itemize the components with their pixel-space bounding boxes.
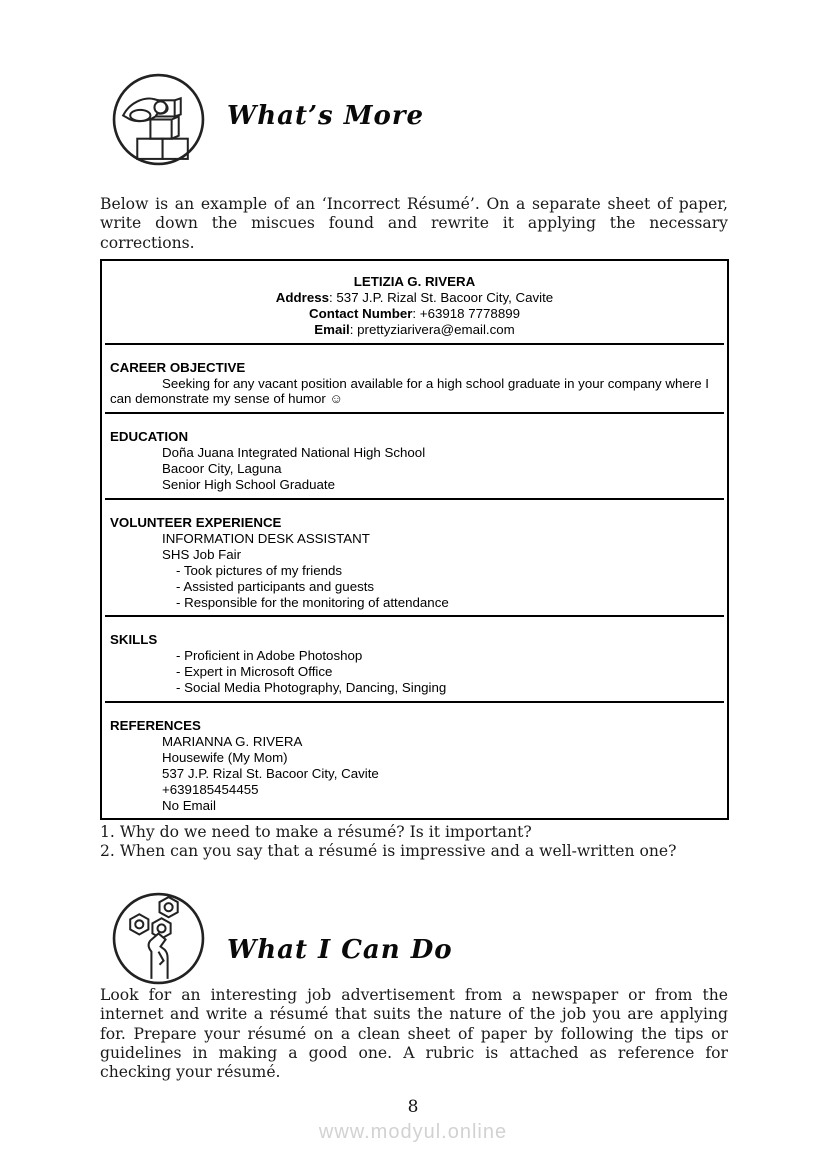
- resume-line: 537 J.P. Rizal St. Bacoor City, Cavite: [162, 765, 379, 781]
- resume-section: [110, 703, 719, 813]
- resume-contact-line: Address: 537 J.P. Rizal St. Bacoor City, Cavite: [275, 289, 554, 305]
- resume-line: INFORMATION DESK ASSISTANT: [162, 530, 370, 546]
- hand-stacking-blocks-icon: [111, 72, 206, 167]
- resume-section-title: REFERENCES: [110, 718, 201, 734]
- resume-line: Senior High School Graduate: [162, 477, 335, 493]
- resume-contact-lines: [110, 290, 719, 338]
- resume-bullet-line: - Expert in Microsoft Office: [176, 664, 333, 680]
- whats-more-heading: What’s More: [227, 101, 425, 131]
- intro-paragraph: Below is an example of an ‘Incorrect Résumé’. On a separate sheet of paper, write down the miscues found and rewrite it applying the necessary corrections.: [100, 195, 728, 252]
- resume-line: No Email: [162, 797, 216, 813]
- resume-section-title: CAREER OBJECTIVE: [110, 359, 246, 375]
- resume-line: MARIANNA G. RIVERA: [162, 733, 303, 749]
- resume-section: [110, 617, 719, 696]
- resume-sections: [110, 345, 719, 814]
- resume-bullet-line: - Social Media Photography, Dancing, Singing: [176, 680, 447, 696]
- resume-line: SHS Job Fair: [162, 546, 242, 562]
- resume-line: Bacoor City, Laguna: [162, 461, 282, 477]
- question-item: 2. When can you say that a résumé is impressive and a well-written one?: [100, 842, 677, 861]
- resume-line: Doña Juana Integrated National High School: [162, 445, 426, 461]
- resume-section: [110, 414, 719, 493]
- questions-list: [100, 823, 740, 862]
- resume-header: [110, 261, 719, 338]
- resume-bullet-line: - Took pictures of my friends: [176, 562, 343, 578]
- resume-objective-text: Seeking for any vacant position available for a high school graduate in your company where I can demonstrate my sense of humor ☺: [110, 375, 709, 407]
- resume-bullet-line: - Proficient in Adobe Photoshop: [176, 648, 363, 664]
- what-i-can-do-heading: What I Can Do: [227, 935, 453, 965]
- incorrect-resume-box: [100, 259, 729, 820]
- resume-contact-line: Email: prettyziarivera@email.com: [314, 321, 515, 337]
- resume-section-title: SKILLS: [110, 632, 158, 648]
- resume-line: Housewife (My Mom): [162, 749, 288, 765]
- resume-bullet-line: - Responsible for the monitoring of attendance: [176, 594, 449, 610]
- resume-name: LETIZIA G. RIVERA: [353, 274, 476, 289]
- resume-section-title: VOLUNTEER EXPERIENCE: [110, 514, 282, 530]
- resume-section-title: EDUCATION: [110, 429, 189, 445]
- what-i-can-do-paragraph: Look for an interesting job advertisement from a newspaper or from the internet and write a résumé that suits the nature of the job you are applying for. Prepare your résumé on a clean sheet of paper by following the tips or guidelines in making a good one. A rubric is attached as reference for checking your résumé.: [100, 986, 728, 1082]
- resume-section: [110, 345, 719, 408]
- resume-section: [110, 500, 719, 610]
- watermark: www.modyul.online: [318, 1121, 508, 1143]
- question-item: 1. Why do we need to make a résumé? Is it important?: [100, 823, 532, 841]
- resume-line: +639185454455: [162, 781, 259, 797]
- resume-contact-line: Contact Number: +63918 7778899: [308, 305, 521, 321]
- page-number: 8: [407, 1097, 419, 1117]
- resume-bullet-line: - Assisted participants and guests: [176, 578, 375, 594]
- hand-holding-nut-flowers-icon: [111, 891, 206, 986]
